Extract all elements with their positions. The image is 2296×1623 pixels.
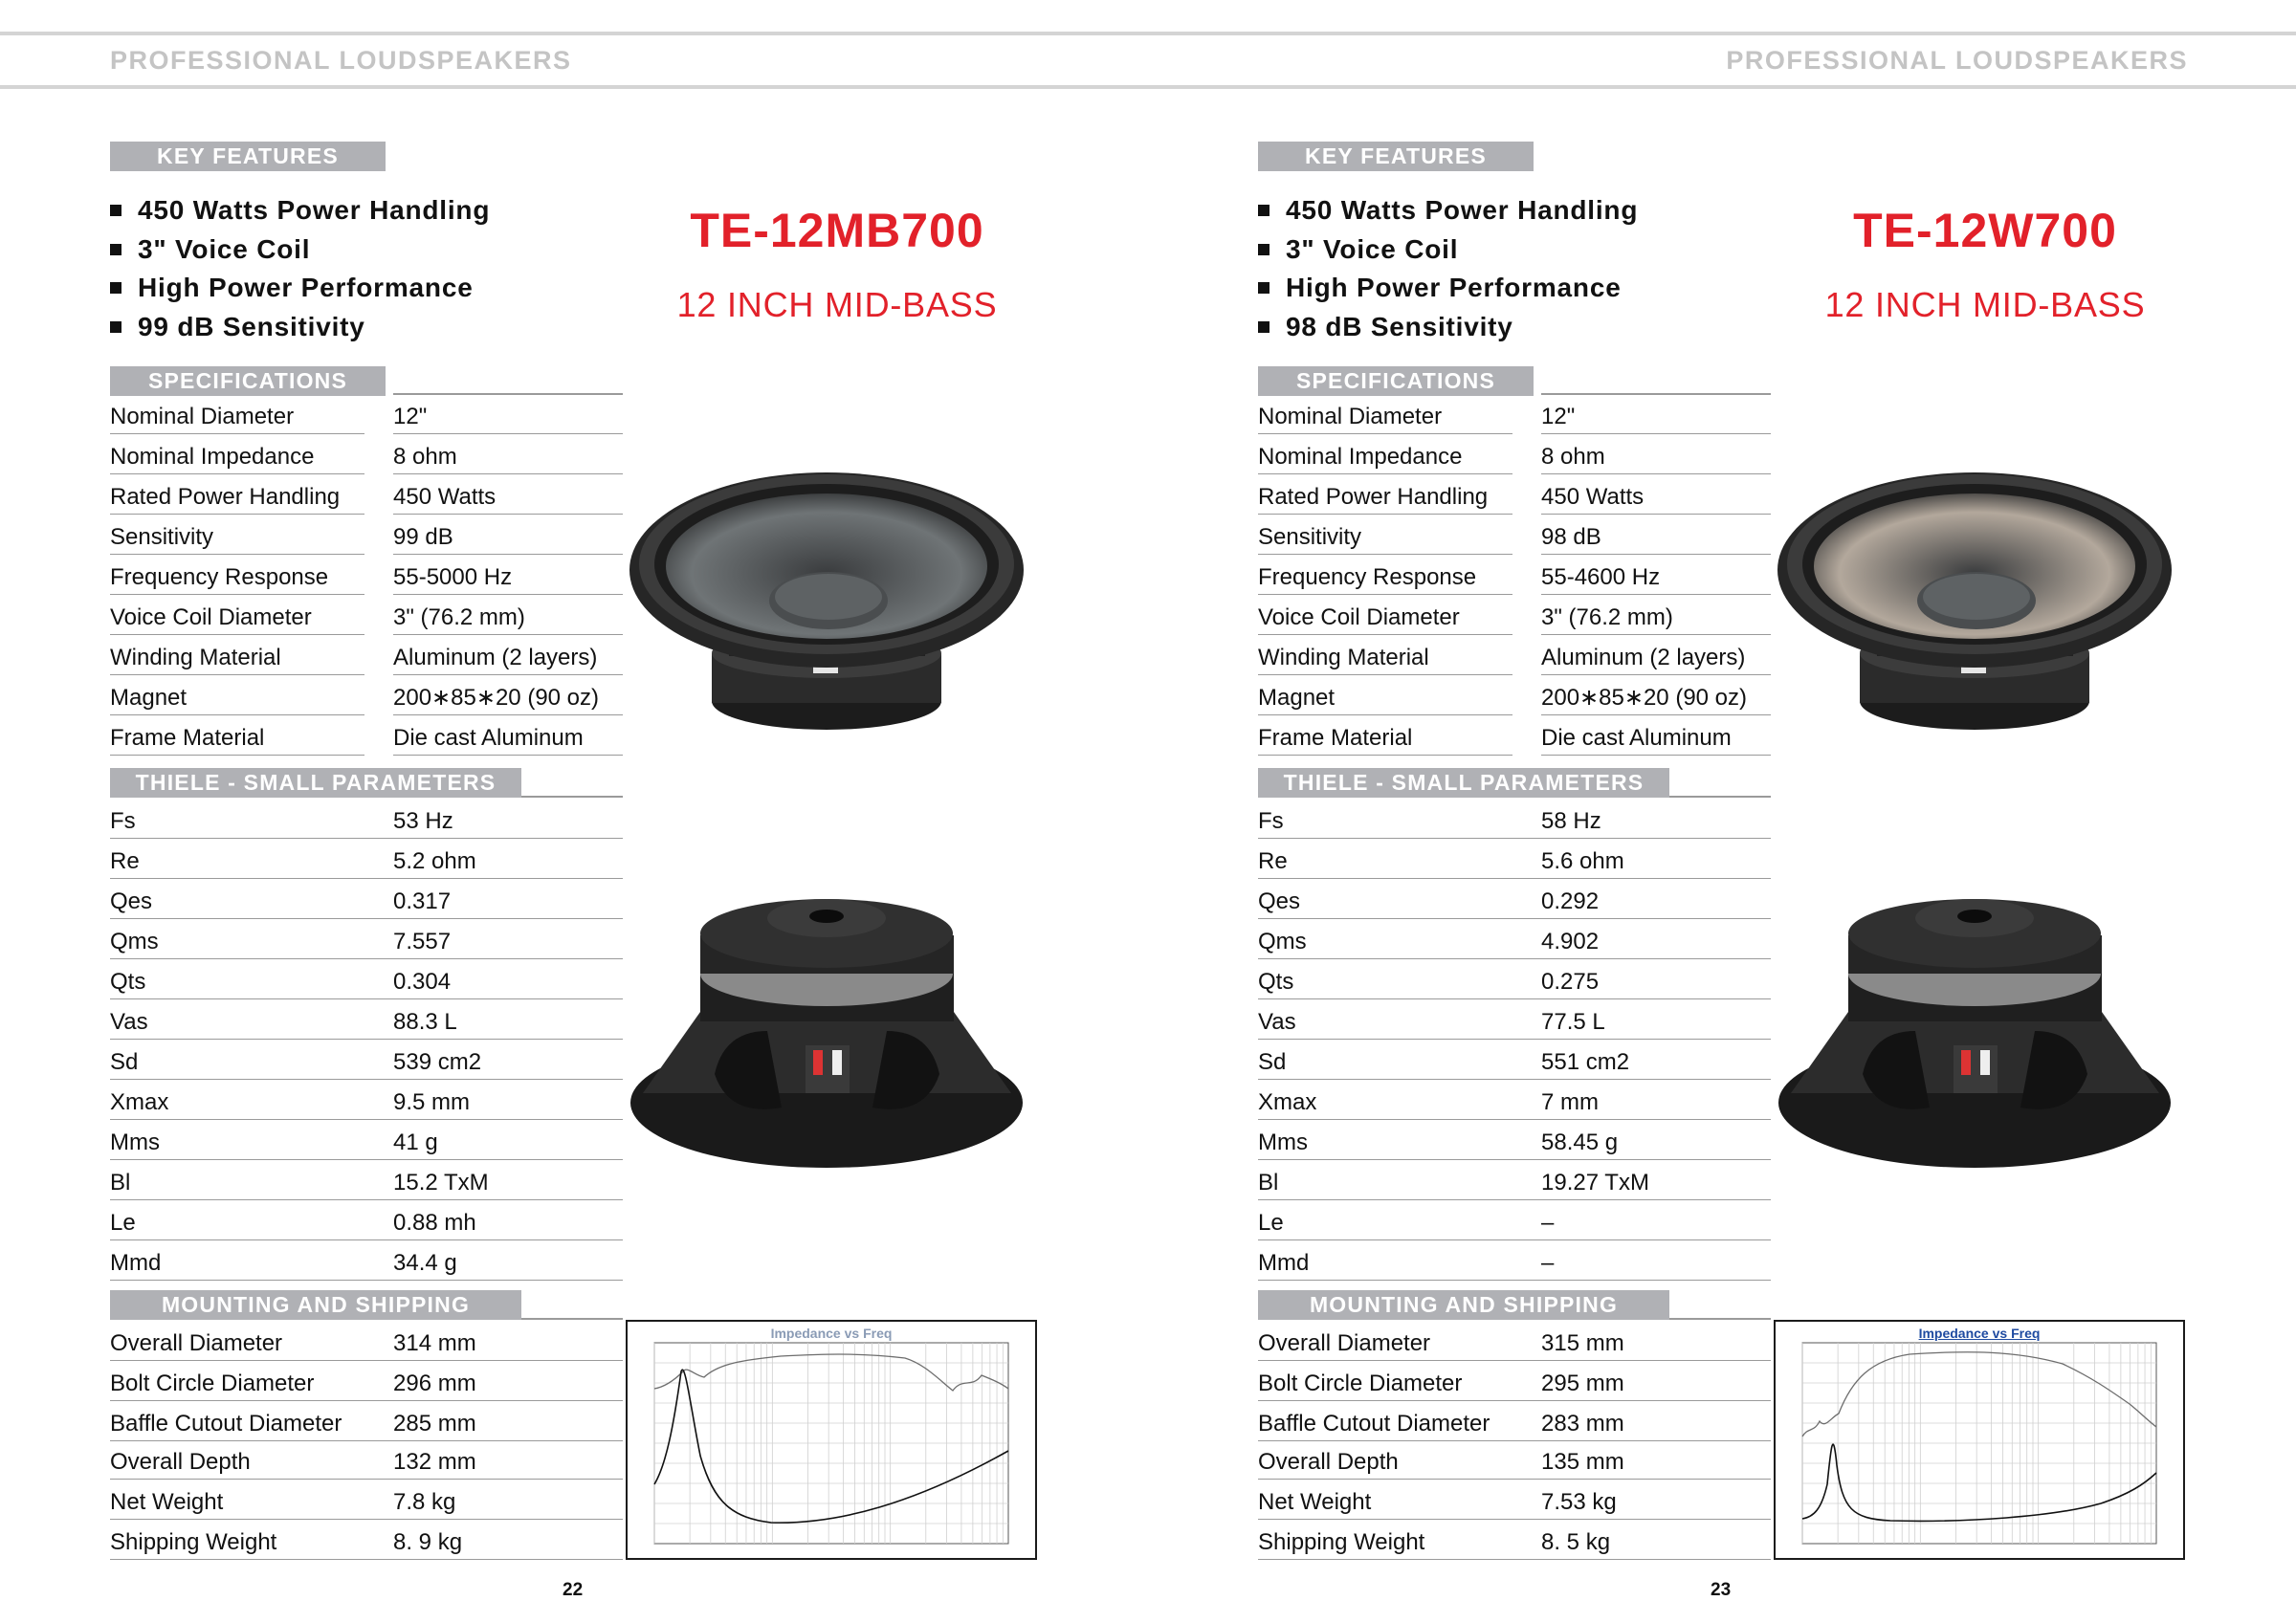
feature-text: High Power Performance xyxy=(138,273,474,303)
thiele-row xyxy=(1258,1040,1771,1080)
spec-row-value: 99 dB xyxy=(393,524,453,550)
row-rule xyxy=(364,1280,623,1282)
mounting-top-rule xyxy=(521,1318,623,1320)
mounting-row-label: Shipping Weight xyxy=(1258,1529,1425,1555)
mounting-row-value: 283 mm xyxy=(1541,1411,1624,1437)
spec-row-label: Rated Power Handling xyxy=(1258,484,1489,510)
thiele-row-value: 7 mm xyxy=(1541,1089,1599,1115)
spec-row-label: Magnet xyxy=(1258,685,1336,711)
spec-row xyxy=(1258,715,1771,756)
feature-item xyxy=(110,230,490,270)
speaker-rear-photo xyxy=(624,878,1030,1182)
feature-text: 99 dB Sensitivity xyxy=(138,311,365,341)
speaker-rear-illustration xyxy=(1772,878,2178,1182)
speaker-front-illustration xyxy=(1772,457,2178,744)
spec-row xyxy=(1258,595,1771,635)
thiele-row xyxy=(1258,1160,1771,1200)
mounting-row-label: Bolt Circle Diameter xyxy=(1258,1371,1463,1396)
thiele-row xyxy=(110,1160,623,1200)
thiele-row-label: Xmax xyxy=(1258,1089,1317,1115)
thiele-row-value: 0.317 xyxy=(393,888,452,914)
spec-row-value: 12" xyxy=(1541,404,1576,429)
mounting-row-label: Net Weight xyxy=(1258,1489,1372,1515)
speaker-rear-photo xyxy=(1772,878,2178,1182)
square-bullet-icon xyxy=(1258,244,1269,255)
mounting-row xyxy=(1258,1321,1771,1361)
mounting-row xyxy=(1258,1401,1771,1441)
thiele-row-label: Re xyxy=(110,848,140,874)
spec-row-label: Nominal Impedance xyxy=(1258,444,1463,470)
mounting-row xyxy=(110,1439,623,1480)
impedance-graph xyxy=(1774,1320,2185,1560)
mounting-shipping-heading: MOUNTING AND SHIPPING xyxy=(1258,1290,1669,1320)
thiele-row-value: – xyxy=(1541,1210,1555,1236)
row-rule xyxy=(1512,1280,1771,1282)
thiele-row-label: Bl xyxy=(1258,1170,1279,1195)
spec-row-label: Sensitivity xyxy=(110,524,214,550)
thiele-row-value: 7.557 xyxy=(393,929,452,954)
spec-row xyxy=(110,394,623,434)
spec-row xyxy=(110,715,623,756)
specifications-heading: SPECIFICATIONS xyxy=(1258,366,1534,396)
mounting-row xyxy=(1258,1439,1771,1480)
spec-row-label: Frequency Response xyxy=(110,564,329,590)
row-rule xyxy=(110,1280,364,1282)
thiele-row-value: 551 cm2 xyxy=(1541,1049,1630,1075)
square-bullet-icon xyxy=(110,244,121,255)
mounting-row-label: Overall Diameter xyxy=(110,1330,283,1356)
spec-row-value: 55-4600 Hz xyxy=(1541,564,1661,590)
thiele-row-label: Vas xyxy=(1258,1009,1296,1035)
square-bullet-icon xyxy=(110,321,121,333)
mounting-row-value: 7.53 kg xyxy=(1541,1489,1617,1515)
thiele-row-label: Mms xyxy=(1258,1130,1308,1155)
thiele-row xyxy=(1258,839,1771,879)
speaker-front-photo xyxy=(1772,457,2178,744)
mounting-row-label: Shipping Weight xyxy=(110,1529,277,1555)
spec-row xyxy=(110,635,623,675)
thiele-row-label: Mms xyxy=(110,1130,160,1155)
spec-row-value: 8 ohm xyxy=(1541,444,1605,470)
spec-row-value: Aluminum (2 layers) xyxy=(1541,645,1746,670)
thiele-row-label: Qes xyxy=(110,888,153,914)
spec-row xyxy=(1258,675,1771,715)
spec-row-value: 98 dB xyxy=(1541,524,1601,550)
row-rule xyxy=(1258,1559,1512,1561)
row-rule xyxy=(110,1559,364,1561)
spec-row-value: 450 Watts xyxy=(393,484,497,510)
thiele-row-label: Re xyxy=(1258,848,1288,874)
thiele-small-heading: THIELE - SMALL PARAMETERS xyxy=(1258,768,1669,798)
feature-item xyxy=(1258,308,1638,347)
mounting-row xyxy=(1258,1480,1771,1520)
mounting-row-label: Overall Depth xyxy=(1258,1449,1399,1475)
thiele-row-label: Sd xyxy=(1258,1049,1287,1075)
spec-row-label: Nominal Impedance xyxy=(110,444,315,470)
spec-row-label: Nominal Diameter xyxy=(110,404,295,429)
feature-text: 3" Voice Coil xyxy=(1286,233,1459,264)
mounting-row xyxy=(1258,1520,1771,1560)
thiele-row-label: Mmd xyxy=(110,1250,162,1276)
spec-row xyxy=(110,434,623,474)
thiele-row-label: Qts xyxy=(1258,969,1294,995)
model-subtitle: 12 INCH MID-BASS xyxy=(1824,285,2146,324)
spec-row xyxy=(110,555,623,595)
feature-text: High Power Performance xyxy=(1286,273,1622,303)
thiele-row-label: Vas xyxy=(110,1009,148,1035)
spec-row-value: 12" xyxy=(393,404,428,429)
thiele-row-value: – xyxy=(1541,1250,1555,1276)
running-head-right: PROFESSIONAL LOUDSPEAKERS xyxy=(1726,46,2188,75)
mounting-row-value: 7.8 kg xyxy=(393,1489,456,1515)
spec-row xyxy=(110,675,623,715)
thiele-row-label: Qes xyxy=(1258,888,1301,914)
impedance-curve-svg xyxy=(1776,1322,2183,1558)
thiele-row-value: 0.88 mh xyxy=(393,1210,476,1236)
feature-text: 3" Voice Coil xyxy=(138,233,311,264)
mounting-row-value: 315 mm xyxy=(1541,1330,1624,1356)
spec-row-value: 200∗85∗20 (90 oz) xyxy=(393,685,600,711)
mounting-row-value: 135 mm xyxy=(1541,1449,1624,1475)
mounting-row xyxy=(110,1361,623,1401)
spec-row-label: Sensitivity xyxy=(1258,524,1362,550)
square-bullet-icon xyxy=(1258,205,1269,216)
spec-row xyxy=(110,474,623,515)
thiele-row xyxy=(110,959,623,999)
thiele-row xyxy=(1258,799,1771,839)
square-bullet-icon xyxy=(1258,321,1269,333)
feature-item xyxy=(110,308,490,347)
mounting-row-value: 295 mm xyxy=(1541,1371,1624,1396)
feature-text: 450 Watts Power Handling xyxy=(138,195,491,226)
mounting-row-label: Baffle Cutout Diameter xyxy=(110,1411,342,1437)
square-bullet-icon xyxy=(110,205,121,216)
key-features-heading: KEY FEATURES xyxy=(1258,142,1534,171)
spec-row-value: Die cast Aluminum xyxy=(1541,725,1732,751)
feature-item xyxy=(1258,230,1638,270)
feature-text: 450 Watts Power Handling xyxy=(1286,195,1639,226)
thiele-row xyxy=(110,1240,623,1281)
mounting-row xyxy=(1258,1361,1771,1401)
catalog-page xyxy=(1148,0,2296,1623)
row-rule xyxy=(1258,755,1512,757)
thiele-row xyxy=(110,1120,623,1160)
spec-row xyxy=(1258,474,1771,515)
thiele-row-label: Bl xyxy=(110,1170,131,1195)
spec-row-value: 3" (76.2 mm) xyxy=(393,604,525,630)
page-number: 22 xyxy=(563,1580,584,1600)
mounting-row xyxy=(110,1480,623,1520)
square-bullet-icon xyxy=(110,282,121,294)
mounting-row-label: Overall Diameter xyxy=(1258,1330,1431,1356)
thiele-row xyxy=(110,919,623,959)
mounting-row-label: Overall Depth xyxy=(110,1449,251,1475)
thiele-row-label: Fs xyxy=(110,808,136,834)
thiele-row-label: Qms xyxy=(110,929,159,954)
spec-row-label: Frame Material xyxy=(110,725,265,751)
feature-item xyxy=(1258,191,1638,230)
thiele-row-value: 88.3 L xyxy=(393,1009,457,1035)
model-name: TE-12W700 xyxy=(1853,204,2117,257)
impedance-graph-title: Impedance vs Freq xyxy=(1918,1326,2041,1341)
mounting-row-label: Baffle Cutout Diameter xyxy=(1258,1411,1490,1437)
thiele-small-heading: THIELE - SMALL PARAMETERS xyxy=(110,768,521,798)
spec-row xyxy=(1258,434,1771,474)
impedance-graph-title: Impedance vs Freq xyxy=(770,1326,893,1341)
feature-item xyxy=(110,191,490,230)
thiele-row-value: 19.27 TxM xyxy=(1541,1170,1649,1195)
mounting-row-value: 285 mm xyxy=(393,1411,476,1437)
impedance-graph-plot xyxy=(628,1322,1035,1560)
feature-item xyxy=(110,269,490,308)
thiele-row-label: Sd xyxy=(110,1049,139,1075)
mounting-row xyxy=(110,1520,623,1560)
thiele-row-label: Qms xyxy=(1258,929,1307,954)
thiele-row xyxy=(1258,1240,1771,1281)
row-rule xyxy=(1541,755,1771,757)
thiele-row-value: 77.5 L xyxy=(1541,1009,1605,1035)
mounting-shipping-heading: MOUNTING AND SHIPPING xyxy=(110,1290,521,1320)
thiele-row-label: Le xyxy=(1258,1210,1284,1236)
thiele-row-value: 41 g xyxy=(393,1130,438,1155)
square-bullet-icon xyxy=(1258,282,1269,294)
speaker-front-illustration xyxy=(624,457,1030,744)
impedance-graph xyxy=(626,1320,1037,1560)
thiele-row xyxy=(1258,999,1771,1040)
spec-row-value: Aluminum (2 layers) xyxy=(393,645,598,670)
mounting-row-label: Net Weight xyxy=(110,1489,224,1515)
mounting-row-label: Bolt Circle Diameter xyxy=(110,1371,315,1396)
thiele-row-value: 58.45 g xyxy=(1541,1130,1619,1155)
thiele-row-label: Qts xyxy=(110,969,146,995)
thiele-row-value: 0.275 xyxy=(1541,969,1600,995)
thiele-row xyxy=(110,839,623,879)
thiele-row-value: 53 Hz xyxy=(393,808,453,834)
row-rule xyxy=(393,755,623,757)
feature-text: 98 dB Sensitivity xyxy=(1286,311,1513,341)
speaker-front-photo xyxy=(624,457,1030,744)
spec-row-label: Nominal Diameter xyxy=(1258,404,1443,429)
thiele-row xyxy=(1258,1120,1771,1160)
row-rule xyxy=(1512,1559,1771,1561)
thiele-row-label: Xmax xyxy=(110,1089,169,1115)
mounting-row-value: 296 mm xyxy=(393,1371,476,1396)
thiele-row xyxy=(110,879,623,919)
thiele-row-value: 58 Hz xyxy=(1541,808,1601,834)
spec-row-label: Voice Coil Diameter xyxy=(110,604,312,630)
spec-row-label: Winding Material xyxy=(110,645,281,670)
speaker-rear-illustration xyxy=(624,878,1030,1182)
thiele-row xyxy=(1258,959,1771,999)
thiele-top-rule xyxy=(521,796,623,798)
spec-row-label: Voice Coil Diameter xyxy=(1258,604,1460,630)
specifications-heading: SPECIFICATIONS xyxy=(110,366,386,396)
mounting-row-value: 8. 5 kg xyxy=(1541,1529,1611,1555)
spec-row-label: Frame Material xyxy=(1258,725,1413,751)
spec-row-label: Rated Power Handling xyxy=(110,484,341,510)
spec-row xyxy=(110,515,623,555)
spec-row-label: Frequency Response xyxy=(1258,564,1477,590)
thiele-row xyxy=(110,1040,623,1080)
feature-item xyxy=(1258,269,1638,308)
thiele-row xyxy=(110,1080,623,1120)
thiele-row xyxy=(110,799,623,839)
thiele-row-value: 0.304 xyxy=(393,969,452,995)
impedance-curve-svg xyxy=(628,1322,1035,1558)
spec-row-value: 450 Watts xyxy=(1541,484,1645,510)
thiele-row-value: 15.2 TxM xyxy=(393,1170,489,1195)
thiele-row-value: 34.4 g xyxy=(393,1250,457,1276)
key-features-list xyxy=(1258,191,1638,346)
row-rule xyxy=(364,1559,623,1561)
thiele-row-value: 0.292 xyxy=(1541,888,1600,914)
thiele-row xyxy=(110,1200,623,1240)
spec-row-label: Winding Material xyxy=(1258,645,1429,670)
thiele-row-label: Fs xyxy=(1258,808,1284,834)
thiele-row-value: 5.2 ohm xyxy=(393,848,476,874)
page-number: 23 xyxy=(1711,1580,1732,1600)
thiele-row xyxy=(110,999,623,1040)
spec-row-value: 55-5000 Hz xyxy=(393,564,513,590)
spec-row xyxy=(1258,394,1771,434)
mounting-top-rule xyxy=(1669,1318,1771,1320)
row-rule xyxy=(110,755,364,757)
thiele-row-value: 4.902 xyxy=(1541,929,1600,954)
model-name: TE-12MB700 xyxy=(690,204,984,257)
model-subtitle: 12 INCH MID-BASS xyxy=(676,285,998,324)
thiele-row-value: 539 cm2 xyxy=(393,1049,482,1075)
key-features-list xyxy=(110,191,490,346)
thiele-row xyxy=(1258,919,1771,959)
thiele-row-value: 5.6 ohm xyxy=(1541,848,1624,874)
mounting-row-value: 314 mm xyxy=(393,1330,476,1356)
running-head-left: PROFESSIONAL LOUDSPEAKERS xyxy=(110,46,572,75)
mounting-row xyxy=(110,1401,623,1441)
mounting-row-value: 132 mm xyxy=(393,1449,476,1475)
thiele-row-label: Mmd xyxy=(1258,1250,1310,1276)
thiele-row xyxy=(1258,1080,1771,1120)
thiele-top-rule xyxy=(1669,796,1771,798)
impedance-graph-plot xyxy=(1776,1322,2183,1560)
spec-row xyxy=(110,595,623,635)
mounting-row xyxy=(110,1321,623,1361)
thiele-row xyxy=(1258,1200,1771,1240)
spec-row xyxy=(1258,555,1771,595)
thiele-row xyxy=(1258,879,1771,919)
spec-row xyxy=(1258,635,1771,675)
mounting-row-value: 8. 9 kg xyxy=(393,1529,463,1555)
thiele-row-value: 9.5 mm xyxy=(393,1089,471,1115)
row-rule xyxy=(1258,1280,1512,1282)
spec-row-value: 3" (76.2 mm) xyxy=(1541,604,1673,630)
spec-row-value: 200∗85∗20 (90 oz) xyxy=(1541,685,1748,711)
spec-row xyxy=(1258,515,1771,555)
spec-row-value: Die cast Aluminum xyxy=(393,725,584,751)
key-features-heading: KEY FEATURES xyxy=(110,142,386,171)
spec-row-value: 8 ohm xyxy=(393,444,457,470)
thiele-row-label: Le xyxy=(110,1210,136,1236)
spec-row-label: Magnet xyxy=(110,685,188,711)
